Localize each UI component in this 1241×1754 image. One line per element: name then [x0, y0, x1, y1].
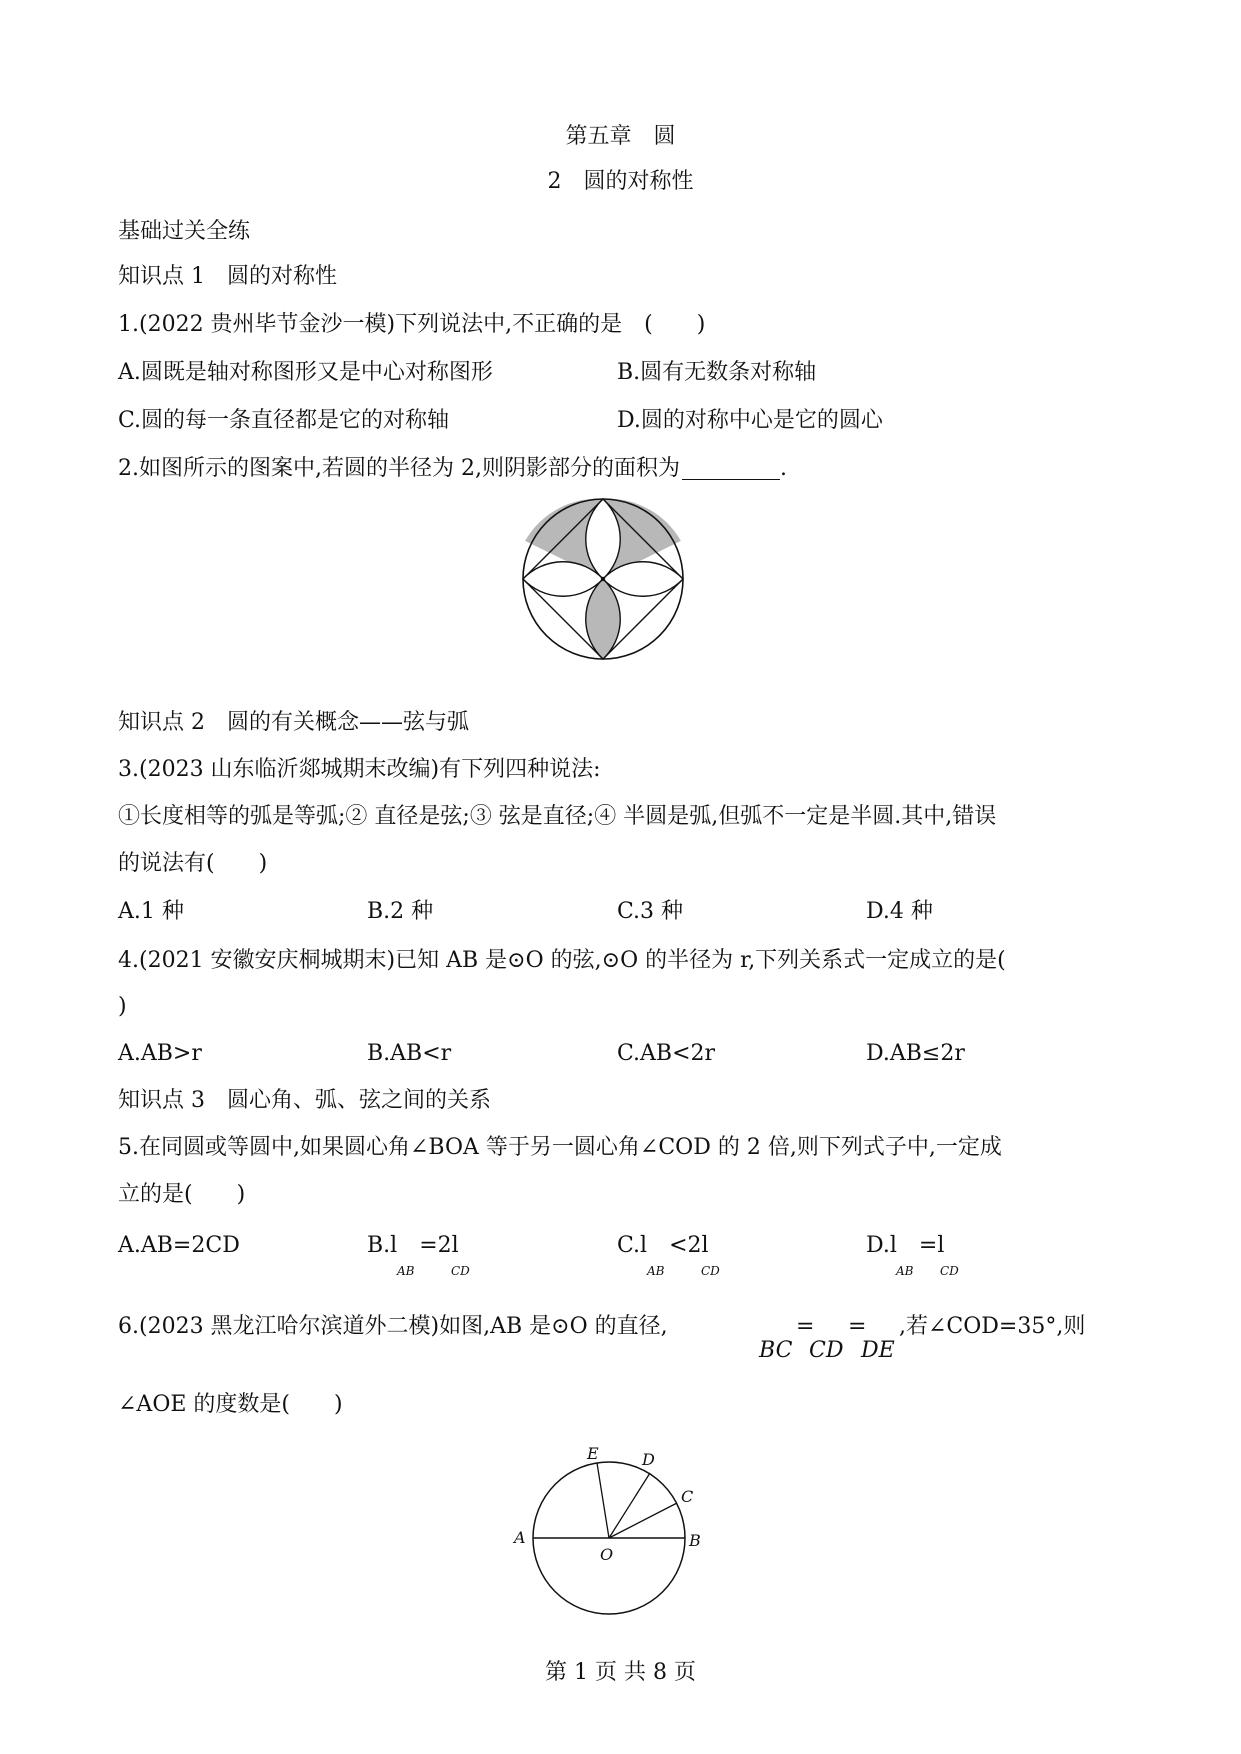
section-title: 2 圆的对称性	[547, 169, 694, 194]
question-2-text: 2.如图所示的图案中,若圆的半径为 2,则阴影部分的面积为	[118, 456, 680, 481]
question-5-option-c: C.l <2l	[617, 1233, 709, 1258]
subscript-cd: CD	[701, 1264, 720, 1278]
subscript-ab: AB	[647, 1264, 665, 1278]
question-3-prompt: 的说法有( )	[118, 851, 268, 876]
question-5-option-a: A.AB=2CD	[118, 1233, 240, 1258]
question-4-paren: )	[118, 994, 127, 1019]
subscript-cd: CD	[451, 1264, 470, 1278]
question-5-option-d: D.l =l	[866, 1233, 945, 1258]
question-1-option-c: C.圆的每一条直径都是它的对称轴	[118, 408, 450, 433]
question-4-option-c: C.AB<2r	[617, 1041, 716, 1066]
question-1-stem: 1.(2022 贵州毕节金沙一模)下列说法中,不正确的是 ( )	[118, 312, 706, 337]
label-a: A	[514, 1528, 526, 1547]
question-2-end: .	[779, 456, 787, 481]
arc-de: DE	[861, 1338, 895, 1363]
arc-bc: BC	[759, 1338, 793, 1363]
equals-sign: =	[796, 1314, 815, 1339]
radius-od	[609, 1473, 650, 1538]
question-3-stem: 3.(2023 山东临沂郯城期末改编)有下列四种说法:	[118, 757, 601, 782]
radius-oc	[609, 1503, 677, 1538]
question-4-option-b: B.AB<r	[367, 1041, 452, 1066]
question-6-stem-end: ,若∠COD=35°,则	[899, 1314, 1086, 1339]
label-e: E	[587, 1444, 599, 1463]
question-4-option-a: A.AB>r	[118, 1041, 202, 1066]
chapter-title: 第五章 圆	[565, 124, 676, 149]
question-3-statements: ①长度相等的弧是等弧;② 直径是弦;③ 弦是直径;④ 半圆是弧,但弧不一定是半圆.其中,错误	[118, 804, 997, 829]
practice-heading: 基础过关全练	[118, 219, 251, 244]
question-3-option-c: C.3 种	[617, 899, 684, 924]
arc-cd: CD	[809, 1338, 844, 1363]
knowledge-point-3: 知识点 3 圆心角、弧、弦之间的关系	[118, 1088, 491, 1113]
question-5-prompt: 立的是( )	[118, 1182, 246, 1207]
subscript-ab: AB	[896, 1264, 914, 1278]
question-1-option-d: D.圆的对称中心是它的圆心	[617, 408, 883, 433]
question-4-stem: 4.(2021 安徽安庆桐城期末)已知 AB 是⊙O 的弦,⊙O 的半径为 r,下列关系式一定成立的是(	[118, 948, 1006, 973]
knowledge-point-1: 知识点 1 圆的对称性	[118, 264, 337, 289]
radius-oe	[597, 1463, 609, 1538]
question-6-stem-start: 6.(2023 黑龙江哈尔滨道外二模)如图,AB 是⊙O 的直径,	[118, 1314, 668, 1339]
label-o: O	[600, 1545, 614, 1564]
label-b: B	[689, 1531, 701, 1550]
question-3-option-a: A.1 种	[118, 899, 184, 924]
question-5-stem: 5.在同圆或等圆中,如果圆心角∠BOA 等于另一圆心角∠COD 的 2 倍,则下列式子中,一定成	[118, 1135, 1002, 1160]
equals-sign: =	[848, 1314, 867, 1339]
question-1-option-b: B.圆有无数条对称轴	[617, 360, 817, 385]
subscript-ab: AB	[397, 1264, 415, 1278]
question-6-prompt: ∠AOE 的度数是( )	[118, 1392, 343, 1417]
question-3-option-b: B.2 种	[367, 899, 434, 924]
knowledge-point-2: 知识点 2 圆的有关概念——弦与弧	[118, 710, 469, 735]
label-c: C	[681, 1487, 694, 1506]
label-d: D	[642, 1450, 655, 1469]
page-footer: 第 1 页 共 8 页	[545, 1660, 696, 1685]
question-3-option-d: D.4 种	[866, 899, 933, 924]
question-4-option-d: D.AB≤2r	[866, 1041, 965, 1066]
question-1-option-a: A.圆既是轴对称图形又是中心对称图形	[118, 360, 493, 385]
question-5-option-b: B.l =2l	[367, 1233, 459, 1258]
subscript-cd: CD	[940, 1264, 959, 1278]
